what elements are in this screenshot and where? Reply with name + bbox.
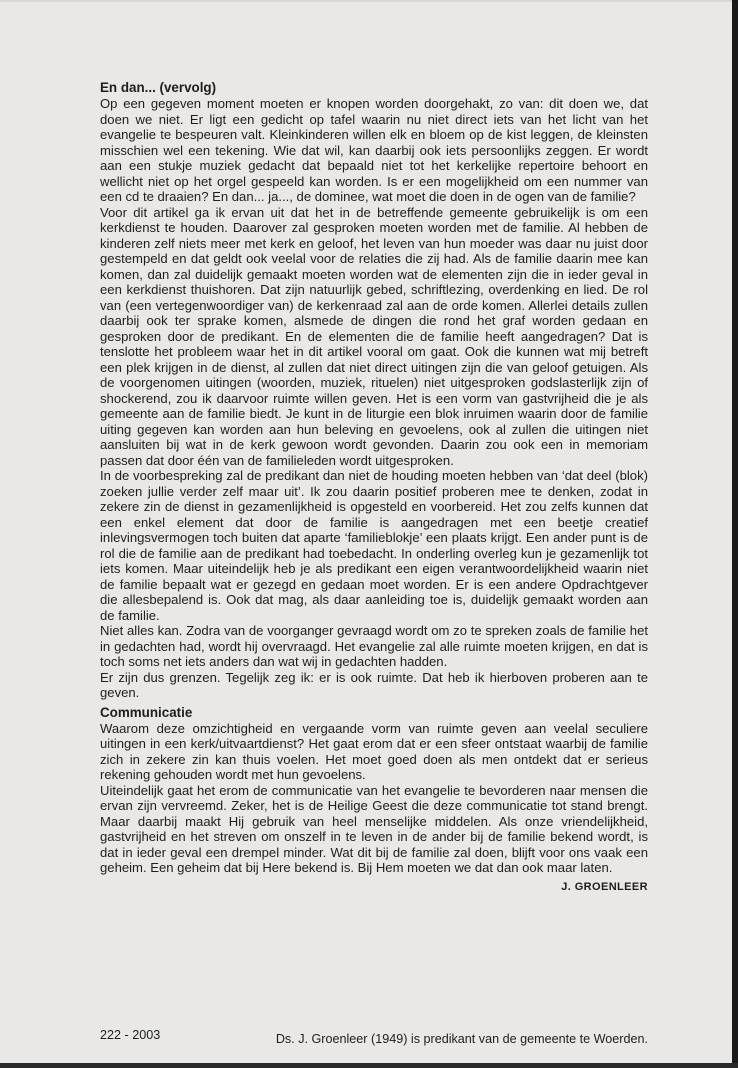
paragraph: Uiteindelijk gaat het erom de communicatie van het evangelie te bevorderen naar mensen die ervan zijn vervreemd. Zeker, het is de Heilige Geest die deze communicatie tot stand brengt. Maar daarbij maakt Hij gebruik van heel menselijke middelen. Als onze vriendelijkheid, gastvrijheid en het streven om onszelf in te leven in de ander bij de familie bekend wordt, is dat in ieder geval een drempel minder. Wat dit bij de familie zal doen, blijft voor ons vaak een geheim. Een geheim dat bij Here bekend is. Bij Hem moeten we dat dan ook maar laten. xyxy=(100,782,648,875)
paragraph: Niet alles kan. Zodra van de voorganger gevraagd wordt om zo te spreken zoals de familie het in gedachten had, wordt hij overvraagd. Het evangelie zal alle ruimte moeten krijgen, en dat is toch soms net iets anders dan wat wij in gedachten hadden. xyxy=(100,623,648,669)
page-edge-top xyxy=(0,0,738,2)
section-heading: En dan... (vervolg) xyxy=(100,80,217,95)
page-edge-bottom xyxy=(0,1063,738,1068)
paragraph: In de voorbespreking zal de predikant dan niet de houding moeten hebben van ‘dat deel (blok) zoeken jullie verder zelf maar uit’. Ik zou daarin positief proberen mee te denken, zodat in zekere zin de dienst in gezamenlijkheid is opgesteld en voorbereid. Het zou zelfs kunnen dat een enkel element dat door de familie is aangedragen met een beetje creatief inlevingsvermogen toch buiten dat aparte ‘familieblokje’ een plaats krijgt. Een ander punt is de rol die de familie aan de predikant had toebedacht. In onderling overleg kun je gezamenlijk tot iets komen. Maar uiteindelijk heb je als predikant een eigen verantwoordelijkheid waarin niet de familie bepaalt wat er gezegd en gedaan moet worden. Er is een andere Opdrachtgever die allesbepalend is. Ook dat mag, als daar aanleiding toe is, duidelijk gemaakt worden aan de familie. xyxy=(100,468,648,623)
author-bio: Ds. J. Groenleer (1949) is predikant van de gemeente te Woerden. xyxy=(275,1032,648,1046)
paragraph: Er zijn dus grenzen. Tegelijk zeg ik: er is ook ruimte. Dat heb ik hierboven proberen aan te geven. xyxy=(100,669,648,700)
author-name: J. GROENLEER xyxy=(561,880,648,893)
article-body xyxy=(100,80,648,894)
paragraph: Op een gegeven moment moeten er knopen worden doorgehakt, zo van: dit doen we, dat doen we niet. Er ligt een gedicht op tafel waarin nu niet direct iets van het licht van het evangelie te bespeuren valt. Kleinkinderen willen elk en bloem op de kist leggen, de kleinsten misschien wel een tekening. Wie dat wil, kan daarbij ook iets persoonlijks zeggen. Er wordt aan een stukje muziek gedacht dat bepaald niet tot het kerkelijke repertoire behoort en wellicht niet op het orgel gespeeld kan worden. Is er een mogelijkheid om een nummer van een cd te draaien? En dan... ja..., de dominee, wat moet die doen in de ogen van de familie? xyxy=(100,96,648,204)
page-edge-right xyxy=(732,0,738,1068)
paragraph: Waarom deze omzichtigheid en vergaande vorm van ruimte geven aan veelal seculiere uitingen in een kerk/uitvaartdienst? Het gaat erom dat er een sfeer ontstaat waarbij de familie zich in zekere zin kan thuis voelen. Het moet goed doen als men ontdekt dat er serieus rekening gehouden wordt met hun gevoelens. xyxy=(100,720,648,782)
page-number: 222 - 2003 xyxy=(100,1028,161,1042)
section-heading-communicatie: Communicatie xyxy=(100,704,193,720)
paragraph: Voor dit artikel ga ik ervan uit dat het in de betreffende gemeente gebruikelijk is om een kerkdienst te houden. Daarover zal gesproken moeten worden met de familie. Al hebben de kinderen zelf niets meer met kerk en geloof, het leven van hun moeder was daar nu juist door gestempeld en dat geldt ook veelal voor de relaties die zij had. Als de familie daarin mee kan komen, dan zal duidelijk gemaakt moeten worden wat de elementen zijn die in ieder geval in een kerkdienst thuishoren. Dat zijn natuurlijk gebed, schriftlezing, overdenking en lied. De rol van (een vertegenwoordiger van) de kerkenraad zal aan de orde komen. Allerlei details zullen daarbij ook ter sprake komen, alsmede de dingen die rond het graf worden gedaan en gesproken door de predikant. En de elementen die de familie heeft aangedragen? Dat is tenslotte het probleem waar het in dit artikel vooral om gaat. Ook die kunnen wat mij betreft een plek krijgen in de dienst, al zullen dat niet direct uitingen zijn die van geloof getuigen. Als de voorgenomen uitingen (woorden, muziek, rituelen) niet uitgesproken godslasterlijk zijn of shockerend, zou ik daarvoor ruimte willen geven. Het is een vorm van gastvrijheid die je als gemeente aan de familie biedt. Je kunt in de liturgie een blok inruimen waarin door de familie uiting gegeven kan worden aan hun beleving en gevoelens, ook al zullen die uitingen niet aansluiten bij wat in de kerk gewoon wordt gevonden. Daarin zou ook een in memoriam passen dat door één van de familieleden wordt uitgesproken. xyxy=(100,204,648,468)
